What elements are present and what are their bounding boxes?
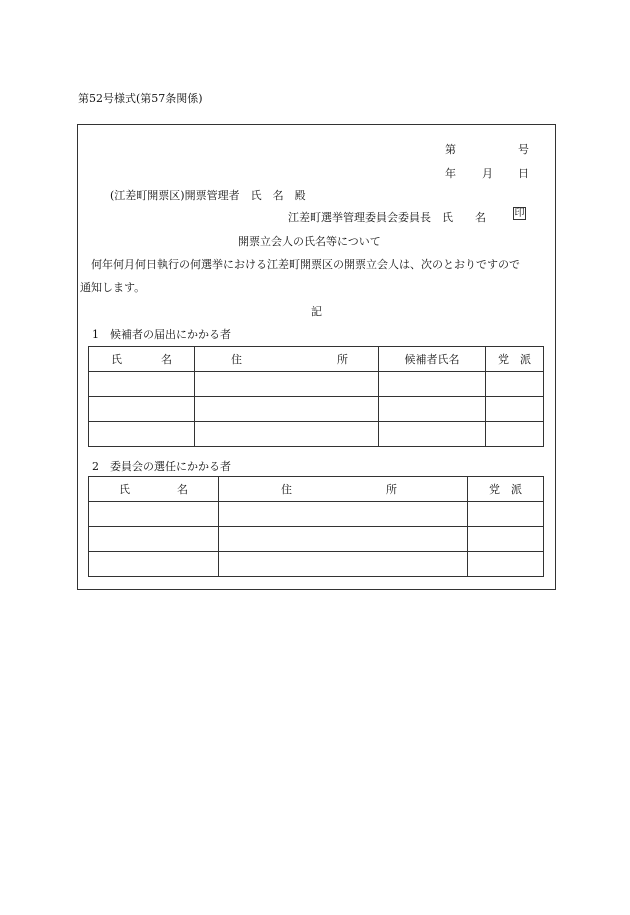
body-text-line-1: 何年何月何日執行の何選挙における江差町開票区の開票立会人は、次のとおりですので [91,258,520,271]
seal-stamp: 印 [514,208,525,219]
header-address: 住 所 [195,347,379,372]
header-party: 党 派 [486,347,544,372]
header-party: 党 派 [468,477,544,502]
section-2-title: 2 委員会の選任にかかる者 [92,460,231,473]
date-year: 年 [445,167,456,180]
header-candidate-name: 候補者氏名 [379,347,486,372]
addressee: (江差町開票区)開票管理者 氏 名 殿 [110,189,306,202]
section-1-title: 1 候補者の届出にかかる者 [92,328,231,341]
document-subject: 開票立会人の氏名等について [238,235,381,248]
table-row [89,372,544,397]
body-text-line-2: 通知します。 [80,281,146,294]
form-number-label: 第52号様式(第57条関係) [78,92,203,105]
table-header-row [89,347,544,372]
number-suffix: 号 [518,143,529,156]
table-row [89,552,544,577]
ki-heading: 記 [311,305,322,318]
table-row [89,527,544,552]
header-name: 氏 名 [89,347,195,372]
table-row [89,502,544,527]
header-name: 氏 名 [89,477,219,502]
sender: 江差町選挙管理委員会委員長 氏 名 [288,211,486,224]
number-prefix: 第 [445,143,456,156]
header-address: 住 所 [219,477,468,502]
table-row [89,397,544,422]
date-day: 日 [518,167,529,180]
candidate-nominee-table [88,346,544,447]
table-row [89,422,544,447]
date-month: 月 [482,167,493,180]
committee-appointee-table [88,476,544,577]
table-header-row [89,477,544,502]
